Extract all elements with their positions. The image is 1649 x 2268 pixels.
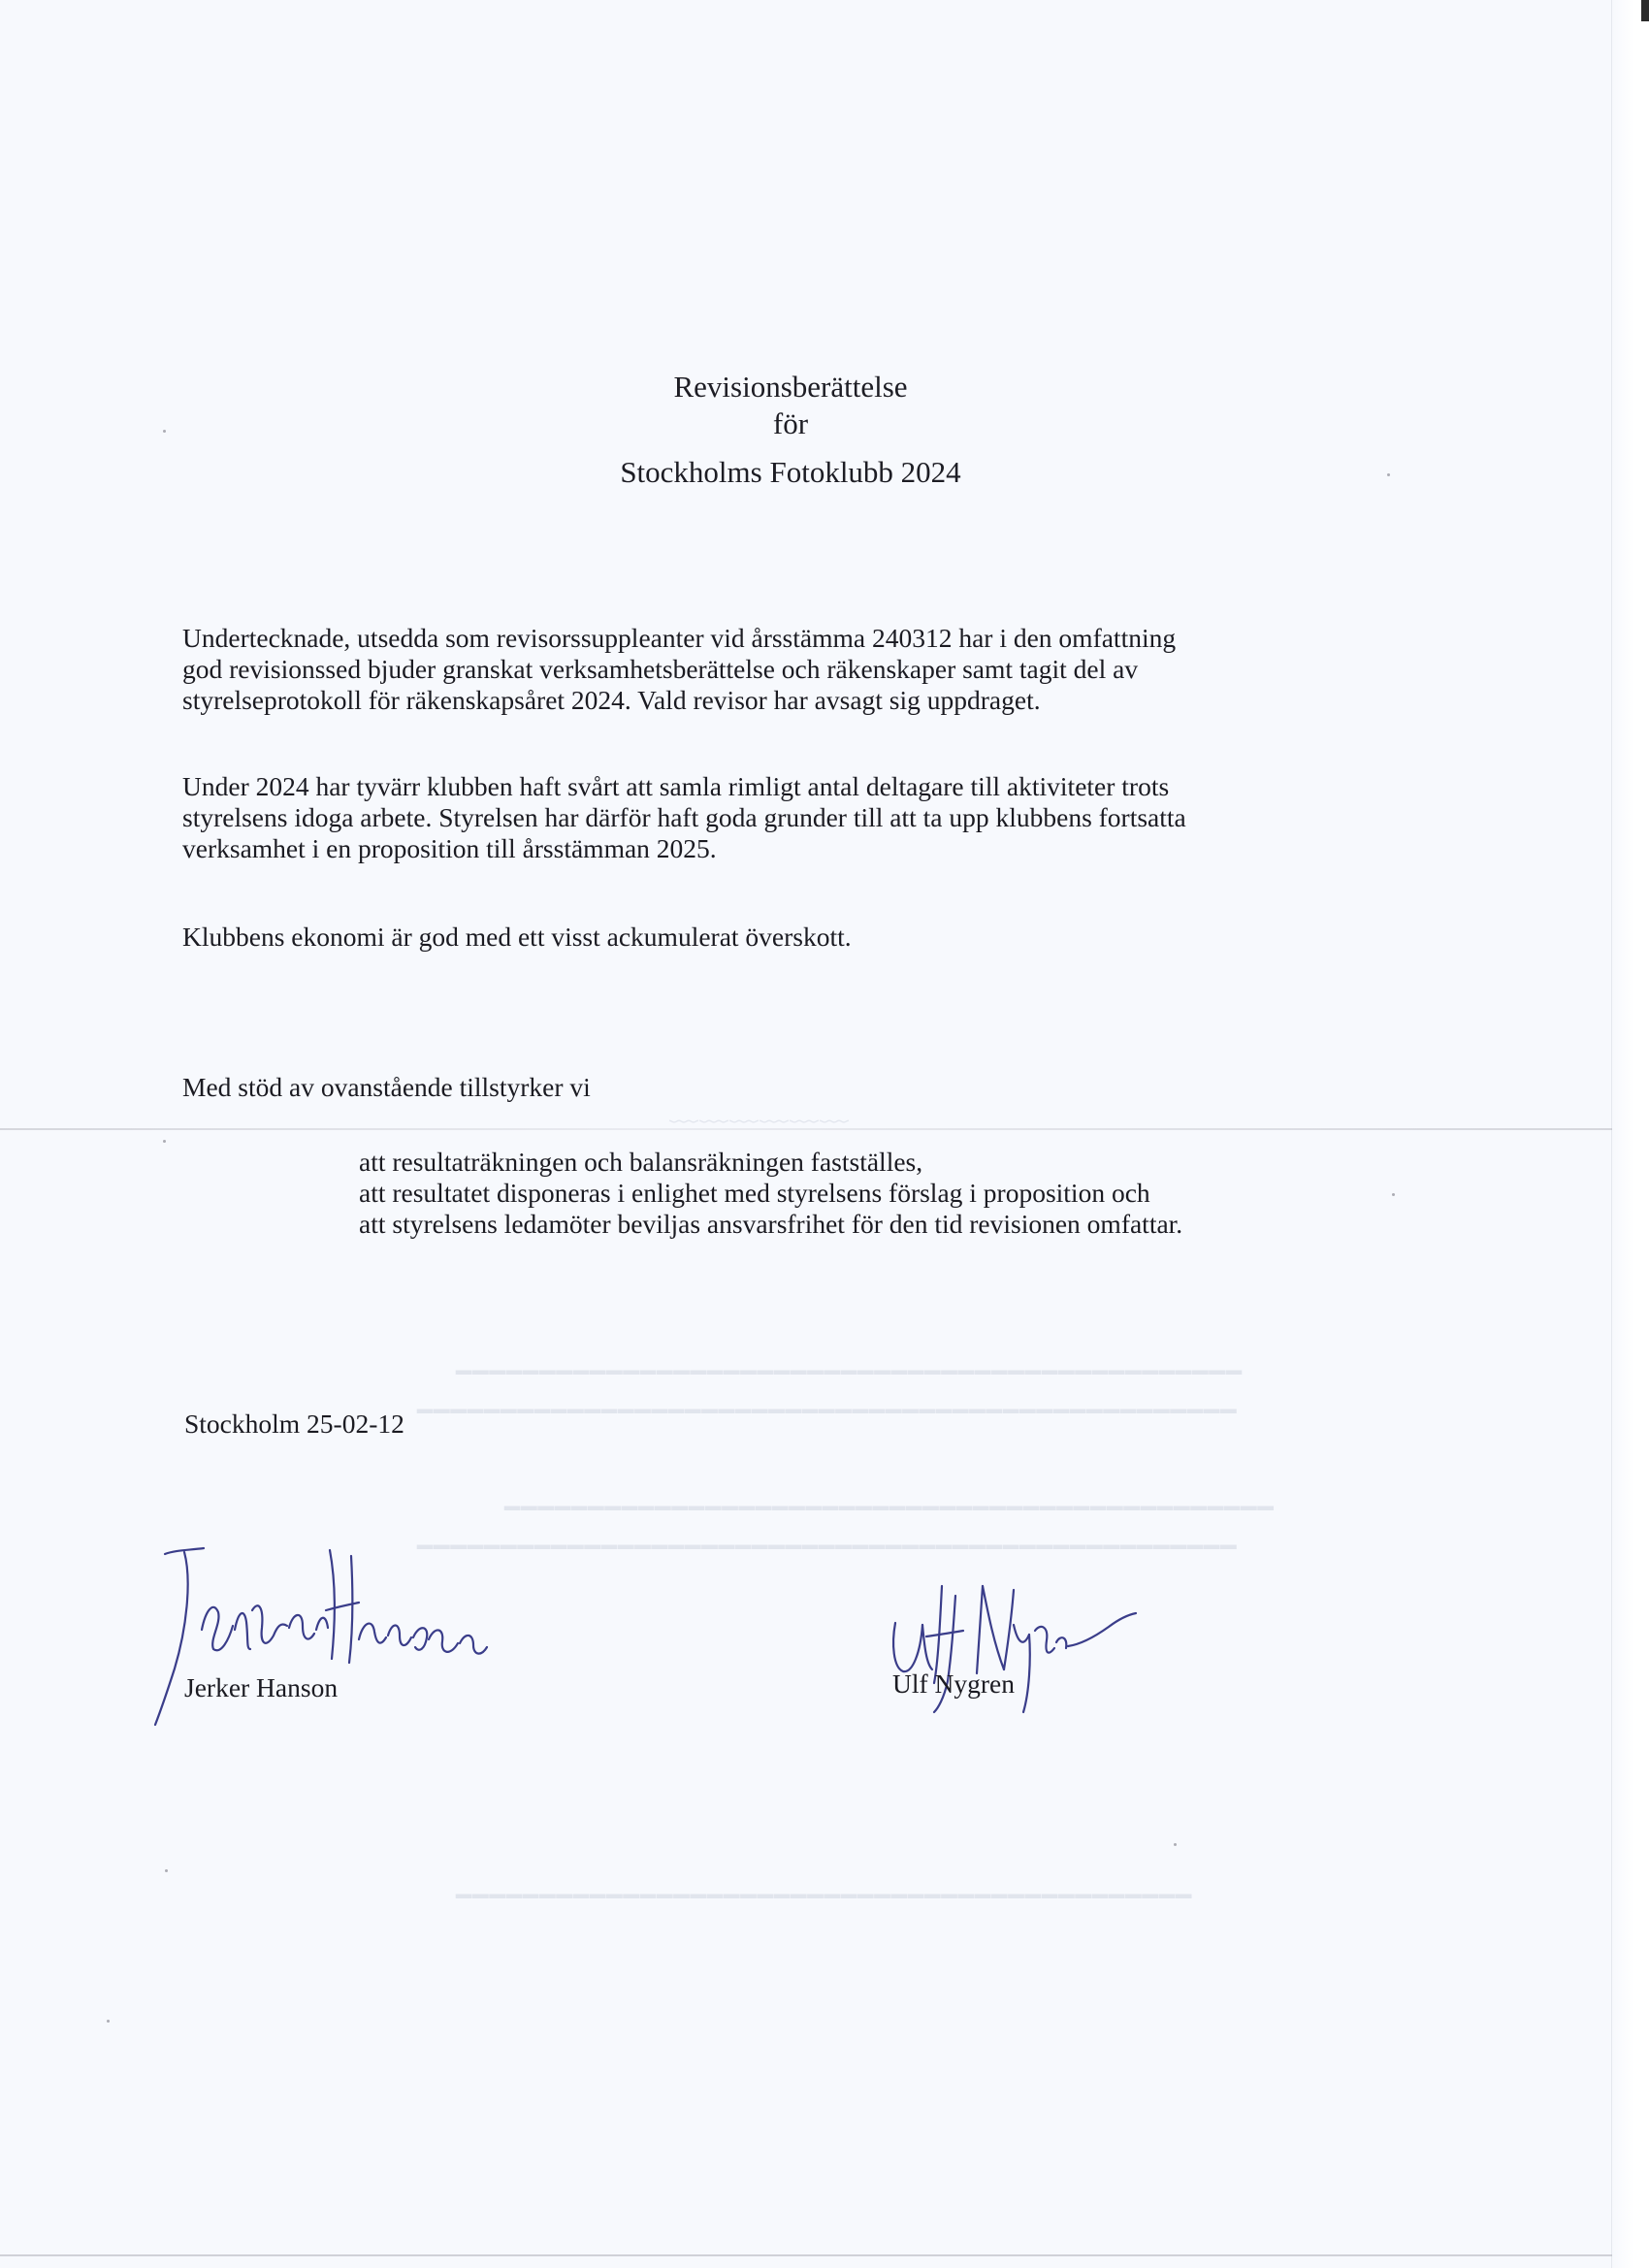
paragraph-line: verksamhet i en proposition till årsstämman 2025. bbox=[182, 833, 717, 863]
show-through-mark: ━━━━━━━━━━━━━━━━━━━━━━━━━━━━━━━━━━━━━━━━━━━━━━━━━ bbox=[417, 1397, 1238, 1426]
scan-edge-corner bbox=[1641, 0, 1649, 21]
paragraph-line: Undertecknade, utsedda som revisorssuppleanter vid årsstämma 240312 har i den omfattning bbox=[182, 623, 1177, 653]
paragraph-line: god revisionssed bjuder granskat verksamhetsberättelse och räkenskaper samt tagit del av bbox=[182, 654, 1139, 684]
signatory-name: Ulf Nygren bbox=[892, 1669, 1016, 1699]
place-and-date: Stockholm 25-02-12 bbox=[184, 1409, 404, 1439]
scan-bottom-edge bbox=[0, 2254, 1612, 2256]
show-through-mark: ﹏﹏﹏﹏﹏﹏ bbox=[669, 1095, 850, 1127]
show-through-mark: ━━━━━━━━━━━━━━━━━━━━━━━━━━━━━━━━━━━━━━━━━━━━━━ bbox=[504, 1494, 1275, 1523]
economy-paragraph bbox=[182, 922, 1443, 953]
recommendation-item: att resultaträkningen och balansräkningen fastställes, bbox=[359, 1147, 923, 1177]
dust-speck bbox=[1174, 1843, 1177, 1846]
document-title-connector: för bbox=[772, 406, 809, 440]
dust-speck bbox=[165, 1869, 168, 1872]
signatory-name: Jerker Hanson bbox=[184, 1672, 339, 1702]
recommendations-list bbox=[359, 1147, 1182, 1240]
recommendation-item: att resultatet disponeras i enlighet med styrelsens förslag i proposition och bbox=[359, 1178, 1150, 1208]
dust-speck bbox=[163, 1140, 166, 1143]
show-through-mark: ━━━━━━━━━━━━━━━━━━━━━━━━━━━━━━━━━━━━━━━━━━━━ bbox=[456, 1882, 1193, 1911]
paragraph-line: Under 2024 har tyvärr klubben haft svårt att samla rimligt antal deltagare till aktiviteter trots bbox=[182, 771, 1170, 801]
show-through-mark: ━━━━━━━━━━━━━━━━━━━━━━━━━━━━━━━━━━━━━━━━━━━━━━━ bbox=[456, 1358, 1244, 1387]
document-title-organization: Stockholms Fotoklubb 2024 bbox=[620, 455, 961, 489]
paragraph-line: styrelseprotokoll för räkenskapsåret 2024. Vald revisor har avsagt sig uppdraget. bbox=[182, 685, 1041, 715]
intro-paragraph bbox=[182, 623, 1443, 716]
dust-speck bbox=[107, 2020, 110, 2023]
paragraph-line: Med stöd av ovanstående tillstyrker vi bbox=[182, 1072, 591, 1102]
dust-speck bbox=[1392, 1193, 1395, 1196]
recommendation-item: att styrelsens ledamöter beviljas ansvarsfrihet för den tid revisionen omfattar. bbox=[359, 1209, 1183, 1239]
show-through-mark: ━━━━━━━━━━━━━━━━━━━━━━━━━━━━━━━━━━━━━━━━━━━━━━━━━ bbox=[417, 1533, 1238, 1562]
recommendation-intro bbox=[182, 1072, 1443, 1103]
paragraph-line: styrelsens idoga arbete. Styrelsen har därför haft goda grunder till att ta upp klubbens fortsatta bbox=[182, 802, 1186, 832]
scan-edge bbox=[1611, 0, 1649, 2268]
paragraph-line: Klubbens ekonomi är god med ett visst ackumulerat överskott. bbox=[182, 922, 852, 952]
activity-paragraph bbox=[182, 771, 1443, 864]
document-title: Revisionsberättelse bbox=[673, 370, 908, 404]
